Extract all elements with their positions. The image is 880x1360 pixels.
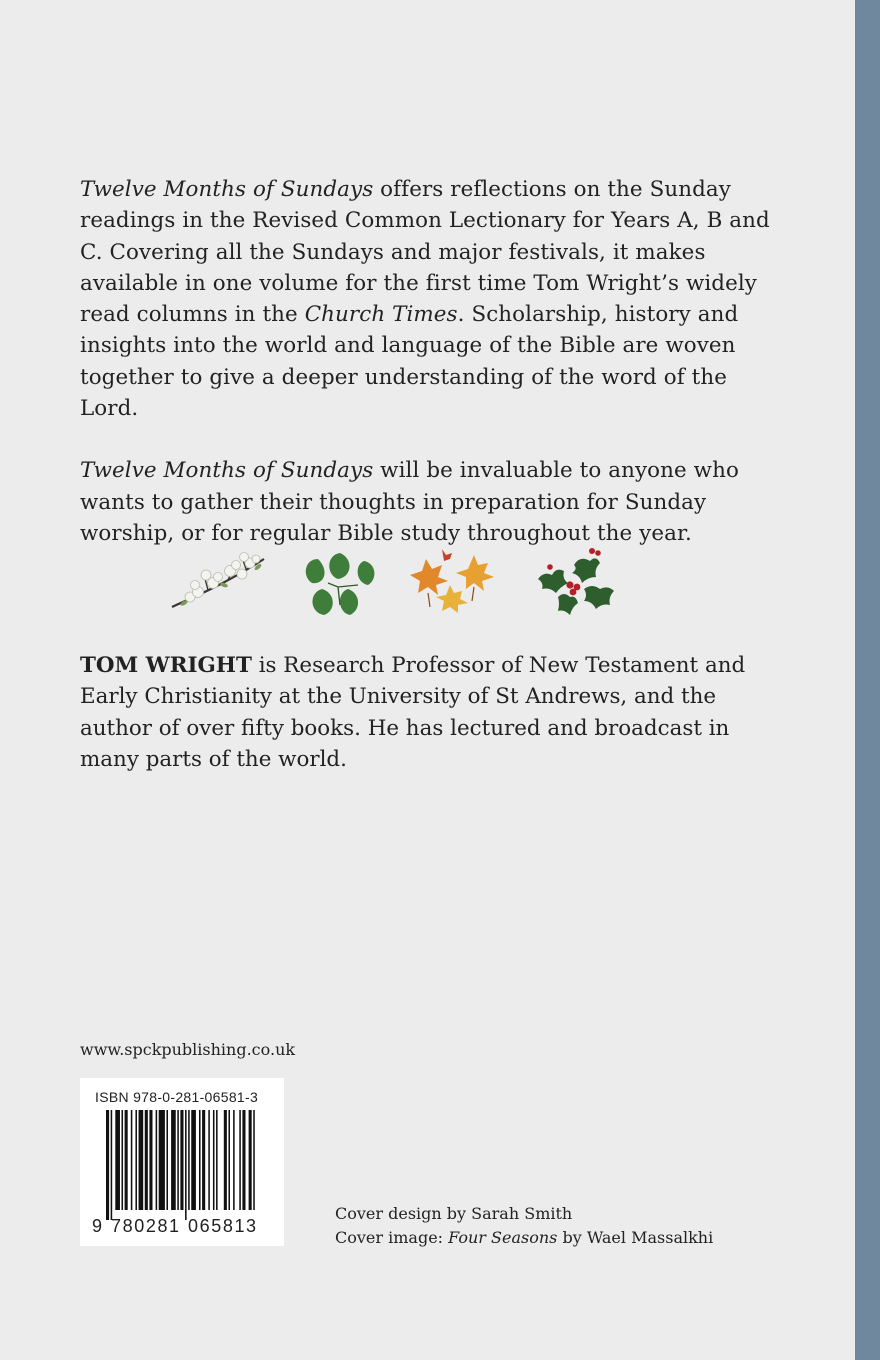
church-times-title: Church Times <box>304 302 458 328</box>
cover-credits <box>335 1202 713 1249</box>
author-name: TOM WRIGHT <box>80 653 252 678</box>
book-spine <box>855 0 880 1360</box>
cover-design-credit: Cover design by Sarah Smith <box>335 1204 573 1223</box>
isbn-label: ISBN 978-0-281-06581-3 <box>95 1089 259 1105</box>
holly-icon <box>530 545 624 621</box>
isbn-digit-group-2: 065813 <box>188 1216 258 1236</box>
barcode <box>106 1110 260 1220</box>
blurb-paragraph-2: Twelve Months of Sundays will be invaluable to anyone who wants to gather their thoughts in preparation for Sunday worship, or for regular Bible study throughout the year. <box>80 458 739 546</box>
publisher-website: www.spckpublishing.co.uk <box>80 1040 296 1059</box>
autumn-leaves-icon <box>408 545 498 621</box>
cover-image-credit: Cover image: Four Seasons by Wael Massalkhi <box>335 1227 714 1247</box>
author-bio: TOM WRIGHT is Research Professor of New Testament and Early Christianity at the University of St Andrews, and the author of over fifty books. He has lectured and broadcast in many parts of the world. <box>80 653 746 772</box>
isbn-digit-group-1: 780281 <box>111 1216 181 1236</box>
book-title: Twelve Months of Sundays <box>80 458 374 484</box>
isbn-digit-first: 9 <box>92 1216 104 1236</box>
isbn-barcode-block <box>80 1078 284 1246</box>
blossom-branch-icon <box>168 545 268 621</box>
green-leaves-icon <box>298 545 380 621</box>
blurb-paragraph-1: Twelve Months of Sundays offers reflections on the Sunday readings in the Revised Common Lectionary for Years A, B and C. Covering all the Sundays and major festivals, it makes available in one volume for the first time Tom Wright’s widely read columns in the Church Times. Scholarship, history and insights into the world and language of the Bible are woven together to give a deeper understanding of the word of the Lord. <box>80 177 770 422</box>
four-seasons-illustration <box>160 545 630 621</box>
isbn-digits <box>80 1216 284 1242</box>
book-title: Twelve Months of Sundays <box>80 177 374 202</box>
blurb <box>80 174 780 549</box>
